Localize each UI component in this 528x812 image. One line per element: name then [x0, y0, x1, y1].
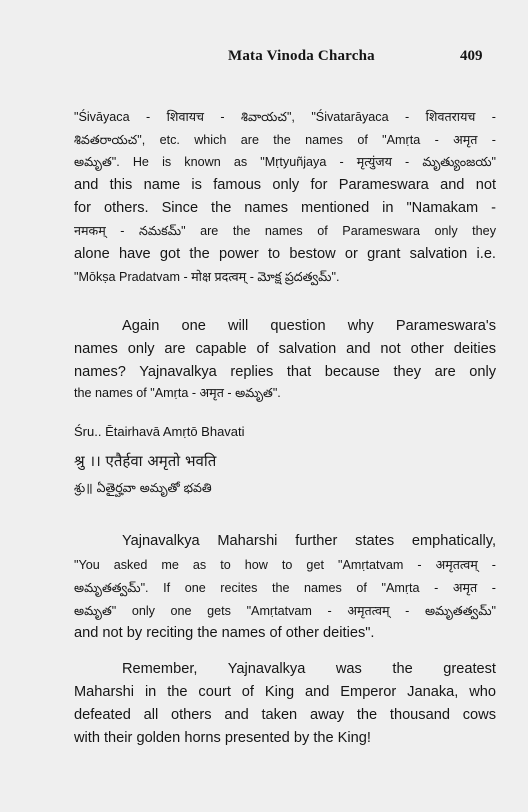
paragraph-1-line-6: नमकम् - నమకమ్" are the names of Parameswara only they	[74, 224, 496, 238]
paragraph-3-line-4: అమృత" only one gets "Amṛtatvam - अमृतत्वम् - అమృతత్వమ్"	[74, 604, 496, 618]
paragraph-4-line-1: Remember, Yajnavalkya was the greatest	[122, 661, 496, 677]
sloka-devanagari: श्रु ।। एतैर्हवा अमृतो भवति	[74, 452, 217, 470]
paragraph-3-line-3: అమృతత్వమ్". If one recites the names of "Amṛta - अमृत -	[74, 581, 496, 595]
paragraph-2-line-3: names? Yajnavalkya replies that because they are only	[74, 364, 496, 380]
paragraph-1-line-3: అమృత". He is known as "Mṛtyuñjaya - मृत्युंजय - మృత్యుంజయ"	[74, 155, 496, 169]
paragraph-4-line-4: with their golden horns presented by the King!	[74, 730, 371, 746]
paragraph-2-line-1: Again one will question why Parameswara's	[122, 318, 496, 334]
paragraph-3-line-5: and not by reciting the names of other deities".	[74, 625, 375, 641]
paragraph-2-line-2: names only are capable of salvation and not other deities	[74, 341, 496, 357]
paragraph-1-line-4: and this name is famous only for Parameswara and not	[74, 177, 496, 193]
paragraph-3-line-1: Yajnavalkya Maharshi further states emphatically,	[122, 533, 496, 549]
sloka-roman: Śru.. Ētairhavā Amṛtō Bhavati	[74, 424, 245, 439]
paragraph-4-line-3: defeated all others and taken away the thousand cows	[74, 707, 496, 723]
paragraph-3-line-2: "You asked me as to how to get "Amṛtatvam - अमृतत्वम् -	[74, 558, 496, 572]
paragraph-1-line-5: for others. Since the names mentioned in "Namakam -	[74, 200, 496, 216]
paragraph-1-line-1: "Śivāyaca - शिवायच - శివాయచ", "Śivatarāyaca - शिवतरायच -	[74, 110, 496, 124]
paragraph-1-line-7: alone have got the power to bestow or grant salvation i.e.	[74, 246, 496, 262]
paragraph-1-line-8: "Mōkṣa Pradatvam - मोक्ष प्रदत्वम् - మోక్ష ప్రదత్వమ్".	[74, 270, 340, 284]
paragraph-1-line-2: శివతరాయచ", etc. which are the names of "Amṛta - अमृत -	[74, 133, 496, 147]
page-number: 409	[460, 48, 483, 64]
running-header: Mata Vinoda Charcha	[228, 48, 375, 64]
paragraph-4-line-2: Maharshi in the court of King and Emperor Janaka, who	[74, 684, 496, 700]
sloka-telugu: శ్రు॥ ఏతైర్హవా అమృతో భవతి	[74, 480, 212, 495]
paragraph-2-line-4: the names of "Amṛta - अमृत - అమృత".	[74, 386, 281, 400]
